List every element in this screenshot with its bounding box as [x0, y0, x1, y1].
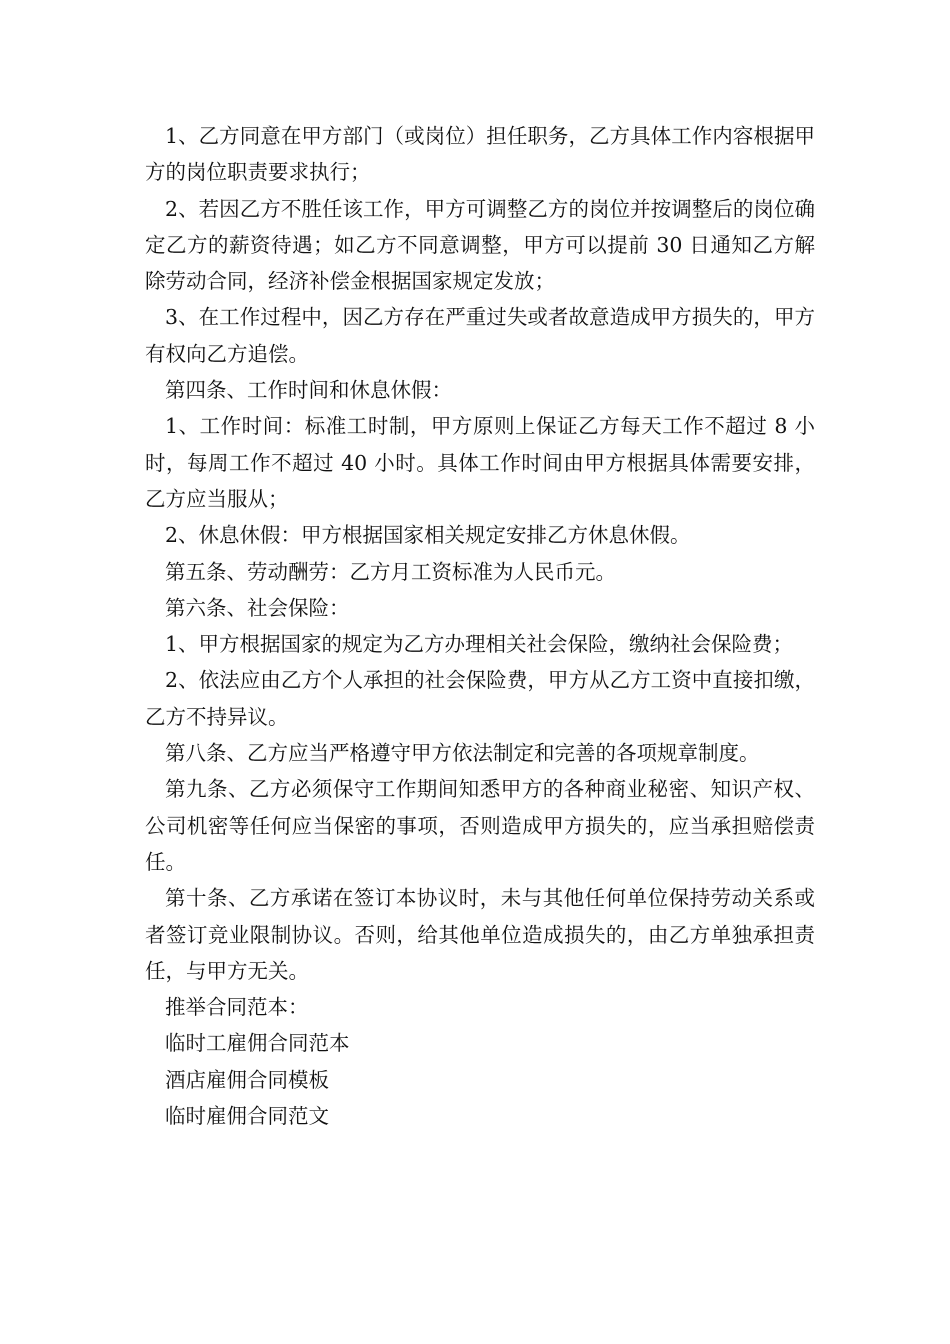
clause-paragraph: 2、若因乙方不胜任该工作，甲方可调整乙方的岗位并按调整后的岗位确定乙方的薪资待遇；如乙方不同意调整，甲方可以提前 30 日通知乙方解除劳动合同，经济补偿金根据国家规定发放；	[145, 196, 815, 294]
recommend-item: 临时工雇佣合同范本	[165, 1031, 350, 1056]
recommend-heading: 推举合同范本：	[165, 995, 309, 1020]
clause-paragraph: 2、依法应由乙方个人承担的社会保险费，甲方从乙方工资中直接扣缴，乙方不持异议。	[145, 668, 815, 729]
article-heading: 第六条、社会保险：	[165, 595, 350, 620]
article-paragraph: 第八条、乙方应当严格遵守甲方依法制定和完善的各项规章制度。	[165, 741, 760, 766]
recommend-item: 临时雇佣合同范文	[165, 1104, 329, 1129]
clause-paragraph: 2、休息休假：甲方根据国家相关规定安排乙方休息休假。	[165, 523, 691, 548]
article-paragraph: 第九条、乙方必须保守工作期间知悉甲方的各种商业秘密、知识产权、公司机密等任何应当保密的事项，否则造成甲方损失的，应当承担赔偿责任。	[145, 777, 815, 874]
recommend-item: 酒店雇佣合同模板	[165, 1067, 329, 1092]
clause-paragraph: 1、甲方根据国家的规定为乙方办理相关社会保险，缴纳社会保险费；	[165, 632, 794, 657]
article-paragraph: 第十条、乙方承诺在签订本协议时，未与其他任何单位保持劳动关系或者签订竞业限制协议。否则，给其他单位造成损失的，由乙方单独承担责任，与甲方无关。	[145, 886, 815, 983]
document-body	[145, 118, 815, 1134]
clause-paragraph: 3、在工作过程中，因乙方存在严重过失或者故意造成甲方损失的，甲方有权向乙方追偿。	[145, 305, 815, 366]
clause-paragraph: 1、乙方同意在甲方部门（或岗位）担任职务，乙方具体工作内容根据甲方的岗位职责要求执行；	[145, 124, 815, 185]
article-heading: 第四条、工作时间和休息休假：	[165, 378, 452, 403]
clause-paragraph: 1、工作时间：标准工时制，甲方原则上保证乙方每天工作不超过 8 小时，每周工作不超过 40 小时。具体工作时间由甲方根据具体需要安排，乙方应当服从；	[145, 414, 815, 511]
article-paragraph: 第五条、劳动酬劳：乙方月工资标准为人民币元。	[165, 559, 616, 584]
